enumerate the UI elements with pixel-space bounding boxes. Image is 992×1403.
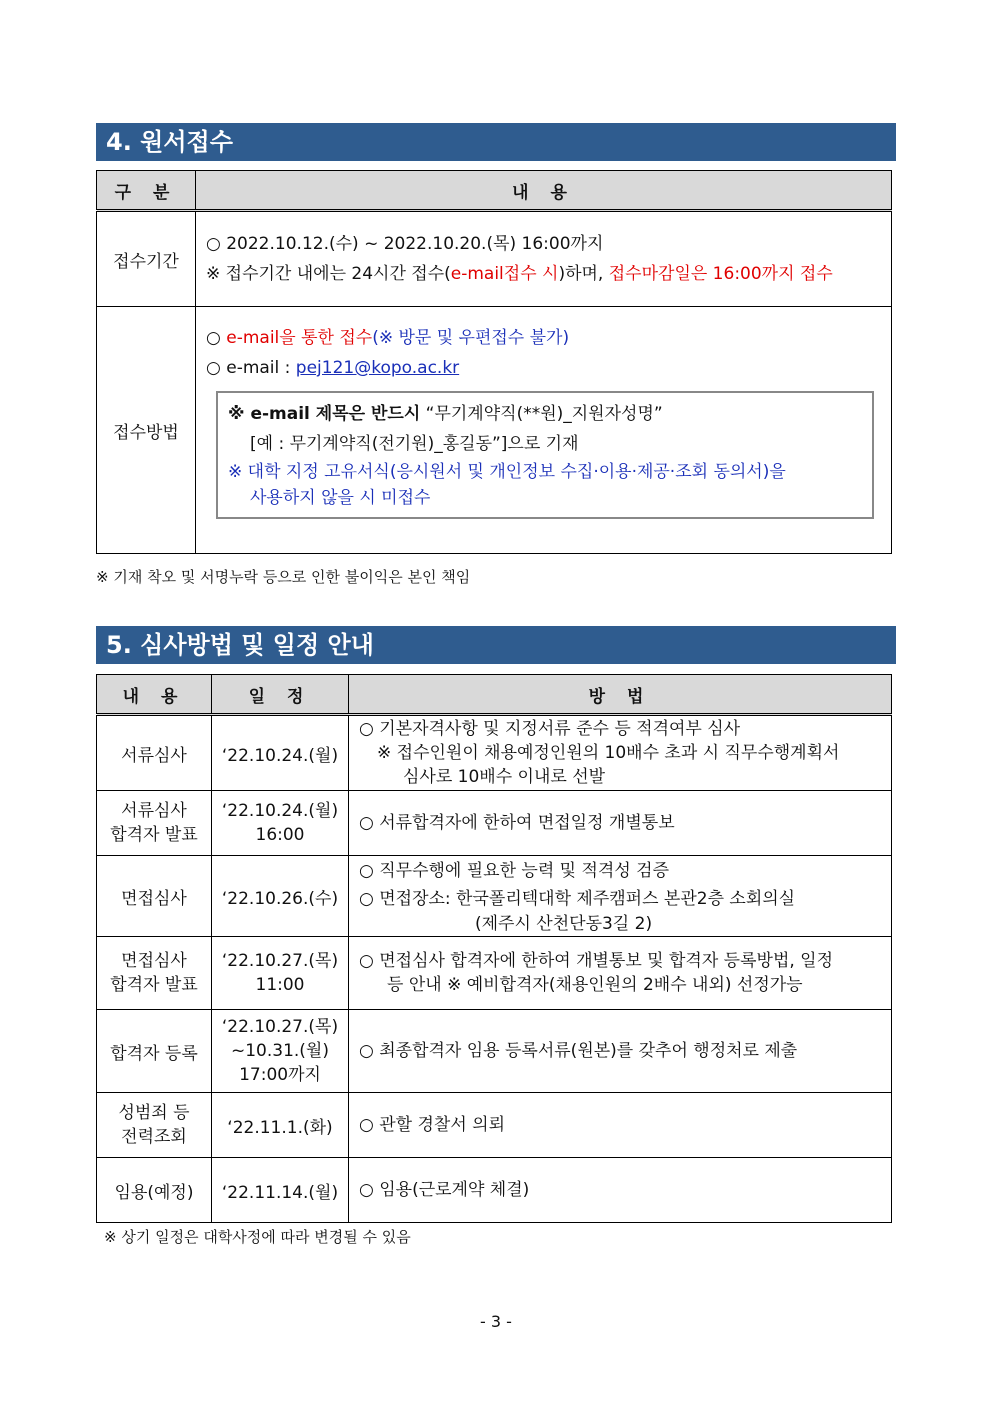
- table-row: 성범죄 등 전력조회 ‘22.11.1.(화) ○ 관할 경찰서 의뢰: [97, 1093, 892, 1158]
- header-content: 내 용: [196, 171, 892, 211]
- header-item: 내 용: [97, 675, 212, 715]
- table-row: 서류심사 ‘22.10.24.(월) ○ 기본자격사항 및 지정서류 준수 등 적격여부 심사 ※ 접수인원이 채용예정인원의 10배수 초과 시 직무수행계획서 심사로 10배수 이내로 선발: [97, 715, 892, 791]
- section5-footnote: ※ 상기 일정은 대학사정에 따라 변경될 수 있음: [104, 1228, 411, 1246]
- period-content: [196, 211, 892, 307]
- table-row: 합격자 등록 ‘22.10.27.(목) ~10.31.(월) 17:00까지 ○ 최종합격자 임용 등록서류(원본)를 갖추어 행정처로 제출: [97, 1010, 892, 1093]
- method-line1: ○ e-mail을 통한 접수(※ 방문 및 우편접수 불가): [206, 328, 570, 348]
- table-row: 서류심사 합격자 발표 ‘22.10.24.(월) 16:00 ○ 서류합격자에 한하여 면접일정 개별통보: [97, 791, 892, 856]
- application-table: [96, 170, 892, 554]
- period-line1: ○ 2022.10.12.(수) ~ 2022.10.20.(목) 16:00까지: [206, 234, 604, 254]
- header-date: 일 정: [212, 675, 349, 715]
- page-number: - 3 -: [480, 1312, 512, 1331]
- method-line2: ○ e-mail : pej121@kopo.ac.kr: [206, 358, 460, 378]
- period-line2: ※ 접수기간 내에는 24시간 접수(e-mail접수 시)하며, 접수마감일은 16:00까지 접수: [206, 264, 833, 284]
- table-row: 면접심사 ‘22.10.26.(수) ○ 직무수행에 필요한 능력 및 적격성 검증 ○ 면접장소: 한국폴리텍대학 제주캠퍼스 본관2층 소회의실 (제주시 산천단동3길 2): [97, 856, 892, 937]
- schedule-table: [96, 674, 892, 1223]
- period-label: 접수기간: [97, 211, 196, 307]
- notice-box: ※ e-mail 제목은 반드시 “무기계약직(**원)_지원자성명” [예 : 무기계약직(전기원)_홍길동”]으로 기재 ※ 대학 지정 고유서식(응시원서 및 개인정보 수집·이용·제공·조회 동의서)을 사용하지 않을 시 미접수: [216, 391, 874, 519]
- section4-title: 4. 원서접수: [96, 123, 896, 161]
- table-row: 임용(예정) ‘22.11.14.(월) ○ 임용(근로계약 체결): [97, 1158, 892, 1223]
- header-method: 방 법: [349, 675, 892, 715]
- method-label: 접수방법: [97, 307, 196, 554]
- header-category: 구 분: [97, 171, 196, 211]
- section4-footnote: ※ 기재 착오 및 서명누락 등으로 인한 불이익은 본인 책임: [96, 568, 471, 586]
- method-content: [196, 307, 892, 554]
- email-link[interactable]: pej121@kopo.ac.kr: [295, 358, 460, 378]
- table-row: 면접심사 합격자 발표 ‘22.10.27.(목) 11:00 ○ 면접심사 합격자에 한하여 개별통보 및 합격자 등록방법, 일정 등 안내 ※ 예비합격자(채용인원의 2배수 내외) 선정가능: [97, 937, 892, 1010]
- section5-title: 5. 심사방법 및 일정 안내: [96, 626, 896, 664]
